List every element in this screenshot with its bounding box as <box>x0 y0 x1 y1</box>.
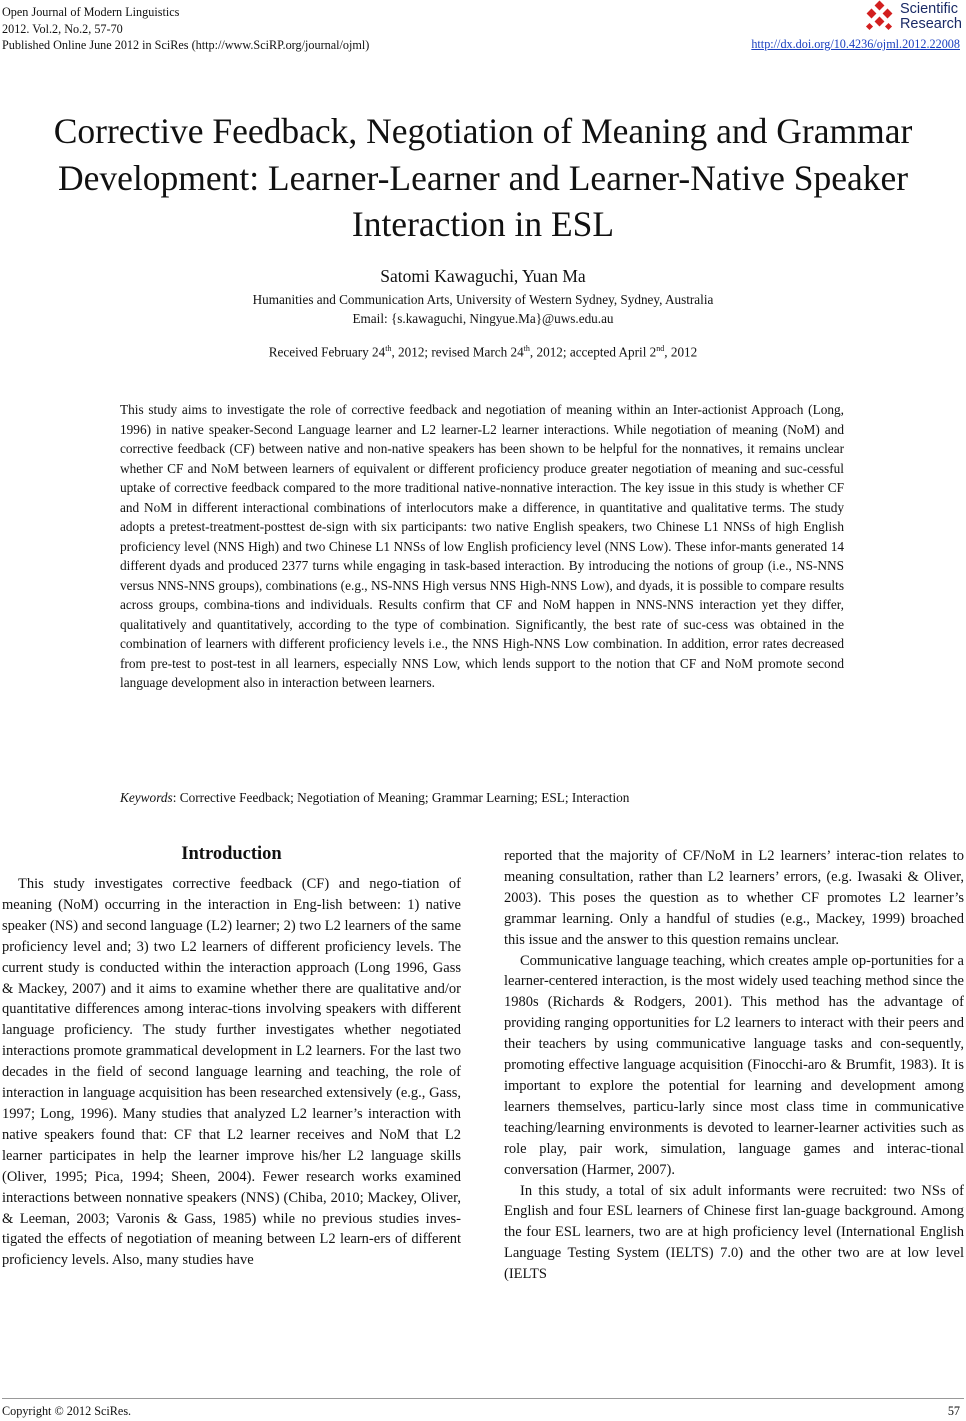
received-dates: Received February 24th, 2012; revised March 24th, 2012; accepted April 2nd, 2012 <box>268 344 698 360</box>
footer-divider <box>2 1398 964 1399</box>
keywords-text: : Corrective Feedback; Negotiation of Meaning; Grammar Learning; ESL; Interaction <box>172 790 630 805</box>
right-column <box>504 846 964 1285</box>
copyright: Copyright © 2012 SciRes. <box>2 1404 132 1418</box>
email: Email: {s.kawaguchi, Ningyue.Ma}@uws.edu.au <box>352 311 614 326</box>
affiliation-block <box>0 290 966 328</box>
journal-published: Published Online June 2012 in SciRes (http://www.SciRP.org/journal/ojml) <box>2 38 370 52</box>
section-heading-introduction: Introduction <box>181 844 282 864</box>
journal-name: Open Journal of Modern Linguistics <box>2 5 180 19</box>
paper-title: Corrective Feedback, Negotiation of Meaning and Grammar Development: Learner-Learner and Learner-Native Speaker Interaction in ESL <box>53 111 913 244</box>
journal-volume: 2012. Vol.2, No.2, 57-70 <box>2 21 123 36</box>
page-number: 57 <box>947 1404 960 1418</box>
authors: Satomi Kawaguchi, Yuan Ma <box>380 266 586 286</box>
paragraph: In this study, a total of six adult informants were recruited: two NSs of English and four ESL learners of Chinese first lan-guage background. Among the four ESL learners, two are at high proficiency level (International English Language Testing System (IELTS) 7.0) and the other two are at low level (IELTS <box>504 1182 964 1283</box>
logo-text: Scientific Research <box>899 1 962 32</box>
paragraph: Communicative language teaching, which creates ample op-portunities for a learner-centered interaction, is the most widely used teaching method since the 1980s (Richards & Rodgers, 2001). This method has the advantage of providing ranging opportunities for L2 learners to interact with their peers and their teachers by using communicative language tasks and con-sequently, promoting effective language acquisition (Finocchi-aro & Brumfit, 1983). It is important to explore the potential for learning and development among learners themselves, particu-larly since most class time in communicative teaching/learning environments is devoted to learner-learner activities such as role play, pair work, simulation, language games and interac-tional conversation (Harmer, 2007). <box>504 952 964 1178</box>
doi-link[interactable]: http://dx.doi.org/10.4236/ojml.2012.22008 <box>751 37 960 51</box>
abstract: This study aims to investigate the role of corrective feedback and negotiation of meaning within an Inter-actionist Approach (Long, 1996) in native speaker-Second Language learner and L2 learner-L2 learner interactions. While negotiation of meaning (NoM) and corrective feedback (CF) between native and non-native speakers has been shown to be helpful for the nonnatives, it remains unclear whether CF and NoM between learners of equivalent or different proficiency produce greater negotiation of meaning and suc-cessful uptake of corrective feedback compared to the more traditional native-nonnative interaction. The key issue in this study is whether CF and NoM in different interactional combinations of interlocutors make a difference, in quantitative and qualitative terms. The study adopts a pretest-treatment-posttest de-sign with six participants: two native English speakers, two Chinese L1 NNSs of high English proficiency level (NNS High) and two Chinese L1 NNSs of low English proficiency level (NNS Low). These infor-mants generated 14 different dyads and produced 2377 turns while engaging in task-based interaction. By introducing the notions of group (i.e., NS-NNS versus NNS-NNS groups), combinations (e.g., NS-NNS High versus NNS High-NNS Low), and dyads, it is possible to compare results across groups, combina-tions and individuals. Results confirm that CF and NoM happen in NNS-NNS interaction yet they differ, qualitatively and quantitatively, according to the type of combination. Significantly, the best rate of suc-cess was obtained in the combination of learners with different proficiency levels i.e., the NNS High-NNS Low combination. In addition, error rates decreased from pre-test to post-test in all learners, especially NNS Low, which lends support to the notion that CF and NoM promote second language development also in interaction between learners. <box>120 402 844 690</box>
keywords-label: Keywords <box>120 790 173 805</box>
left-column <box>2 842 461 1271</box>
paragraph: reported that the majority of CF/NoM in L2 learners’ interac-tion relates to meaning consultation, rather than L2 learners’ errors, (e.g. Iwasaki & Oliver, 2003). This poses the question as to whether CF promotes L2 learner’s grammar learning. Only a handful of studies (e.g., Mackey, 1999) broached this issue and the answer to this question remains unclear. <box>504 848 964 948</box>
keywords <box>120 790 844 806</box>
paragraph: This study investigates corrective feedback (CF) and nego-tiation of meaning (NoM) occurring in the interaction in Eng-lish between: 1) native speaker (NS) and second language (L2) learner; 2) two L2 learners of the same proficiency level and; 3) two L2 learners of different proficiency levels. The current study is conducted within the interaction approach (Long 1996, Gass & Mackey, 2007) and it aims to examine whether there are qualitative and/or quantitative differences among interac-tions involving speakers with different language proficiency. The study further investigates whether negotiated interactions promote grammatical development in L2 learners. For the last two decades in the field of second language learning and teaching, the role of interaction in language acquisition has been researched extensively (e.g., Gass, 1997; Long, 1996). Many studies that analyzed L2 learner’s interaction with native speakers found that: CF that L2 learner receives and NoM that L2 learner participates in help the learner improve his/her L2 language skills (Oliver, 1995; Pica, 1994; Sheen, 2004). Fewer research works examined interactions between nonnative speakers (NNS) (Chiba, 2010; Mackey, Oliver, & Leeman, 2003; Varonis & Gass, 1985) while no previous studies inves-tigated the effects of negotiation of meaning between L2 learn-ers of different proficiency levels. Also, many studies have <box>2 876 461 1269</box>
scientific-research-logo-icon <box>862 0 898 34</box>
publisher-logo <box>862 0 962 34</box>
journal-header <box>2 4 369 54</box>
affiliation: Humanities and Communication Arts, University of Western Sydney, Sydney, Australia <box>252 292 714 307</box>
